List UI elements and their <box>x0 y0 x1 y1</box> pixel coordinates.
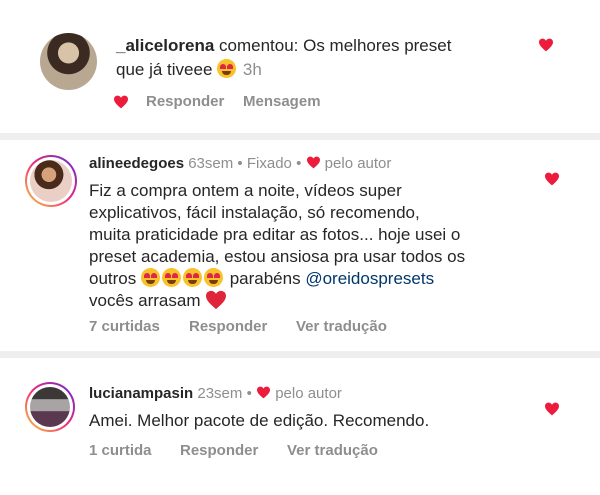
heart-eyes-emoji-icon <box>204 268 223 287</box>
comment-line: explicativos, fácil instalação, só recomendo, <box>89 203 420 222</box>
avatar-story-ring[interactable] <box>25 382 75 432</box>
red-heart-emoji-icon <box>205 290 227 310</box>
divider <box>0 133 600 140</box>
heart-eyes-emoji-icon <box>183 268 202 287</box>
heart-icon[interactable] <box>544 172 560 186</box>
heart-icon[interactable] <box>538 38 554 52</box>
notification-username[interactable]: _alicelorena <box>116 36 215 55</box>
comment-body <box>89 180 465 312</box>
separator-dot: • <box>237 155 243 172</box>
comment-username[interactable]: lucianampasin <box>89 385 194 402</box>
comment-body: Amei. Melhor pacote de edição. Recomendo. <box>89 411 430 430</box>
see-translation-button[interactable]: Ver tradução <box>296 318 387 335</box>
notification-time: 3h <box>242 60 262 79</box>
comment-line-text: outros <box>89 269 137 288</box>
comment-line: Fiz a compra ontem a noite, vídeos super <box>89 181 402 200</box>
separator-dot: • <box>296 155 302 172</box>
liked-by-author-label: pelo autor <box>275 385 342 402</box>
divider <box>0 351 600 358</box>
notification-line1: comentou: Os melhores preset <box>214 36 452 55</box>
avatar[interactable] <box>40 33 97 90</box>
notification-item[interactable] <box>0 0 600 132</box>
liked-by-author-heart-icon <box>306 156 321 169</box>
separator-dot: • <box>246 385 252 402</box>
reply-button[interactable]: Responder <box>189 318 268 335</box>
liked-by-author-heart-icon <box>256 386 271 399</box>
comment-line-5 <box>89 268 465 290</box>
comment-header <box>89 155 391 172</box>
likes-count[interactable]: 1 curtida <box>89 442 152 459</box>
reply-button[interactable]: Responder <box>180 442 259 459</box>
see-translation-button[interactable]: Ver tradução <box>287 442 378 459</box>
comment-item <box>0 358 600 495</box>
pinned-label: Fixado <box>246 155 292 172</box>
notification-line2: que já tiveee <box>116 60 213 79</box>
mention-link[interactable]: @oreidospresets <box>305 269 435 288</box>
comment-header <box>89 385 342 402</box>
message-button[interactable]: Mensagem <box>243 93 321 110</box>
comment-line-text: parabéns <box>224 269 306 288</box>
comment-username[interactable]: alineedegoes <box>89 155 185 172</box>
comment-item <box>0 140 600 351</box>
liked-by-author-label: pelo autor <box>324 155 392 172</box>
likes-count[interactable]: 7 curtidas <box>89 318 160 335</box>
avatar <box>30 387 70 427</box>
comment-line: preset academia, estou ansiosa pra usar todos os <box>89 247 466 266</box>
heart-eyes-emoji-icon <box>141 268 160 287</box>
reply-button[interactable]: Responder <box>146 93 225 110</box>
like-heart-icon[interactable] <box>113 95 129 109</box>
notification-text-line2 <box>116 59 262 80</box>
comment-line-text: vocês arrasam <box>89 291 201 310</box>
notification-text <box>116 36 451 56</box>
heart-icon[interactable] <box>544 402 560 416</box>
avatar <box>30 160 72 202</box>
heart-eyes-emoji-icon <box>162 268 181 287</box>
heart-eyes-emoji-icon <box>217 59 236 78</box>
comment-line: muita praticidade pra editar as fotos... hoje usei o <box>89 225 461 244</box>
comment-line-6 <box>89 290 465 312</box>
comment-age: 63sem <box>188 155 234 172</box>
avatar-story-ring[interactable] <box>25 155 77 207</box>
comment-age: 23sem <box>197 385 243 402</box>
